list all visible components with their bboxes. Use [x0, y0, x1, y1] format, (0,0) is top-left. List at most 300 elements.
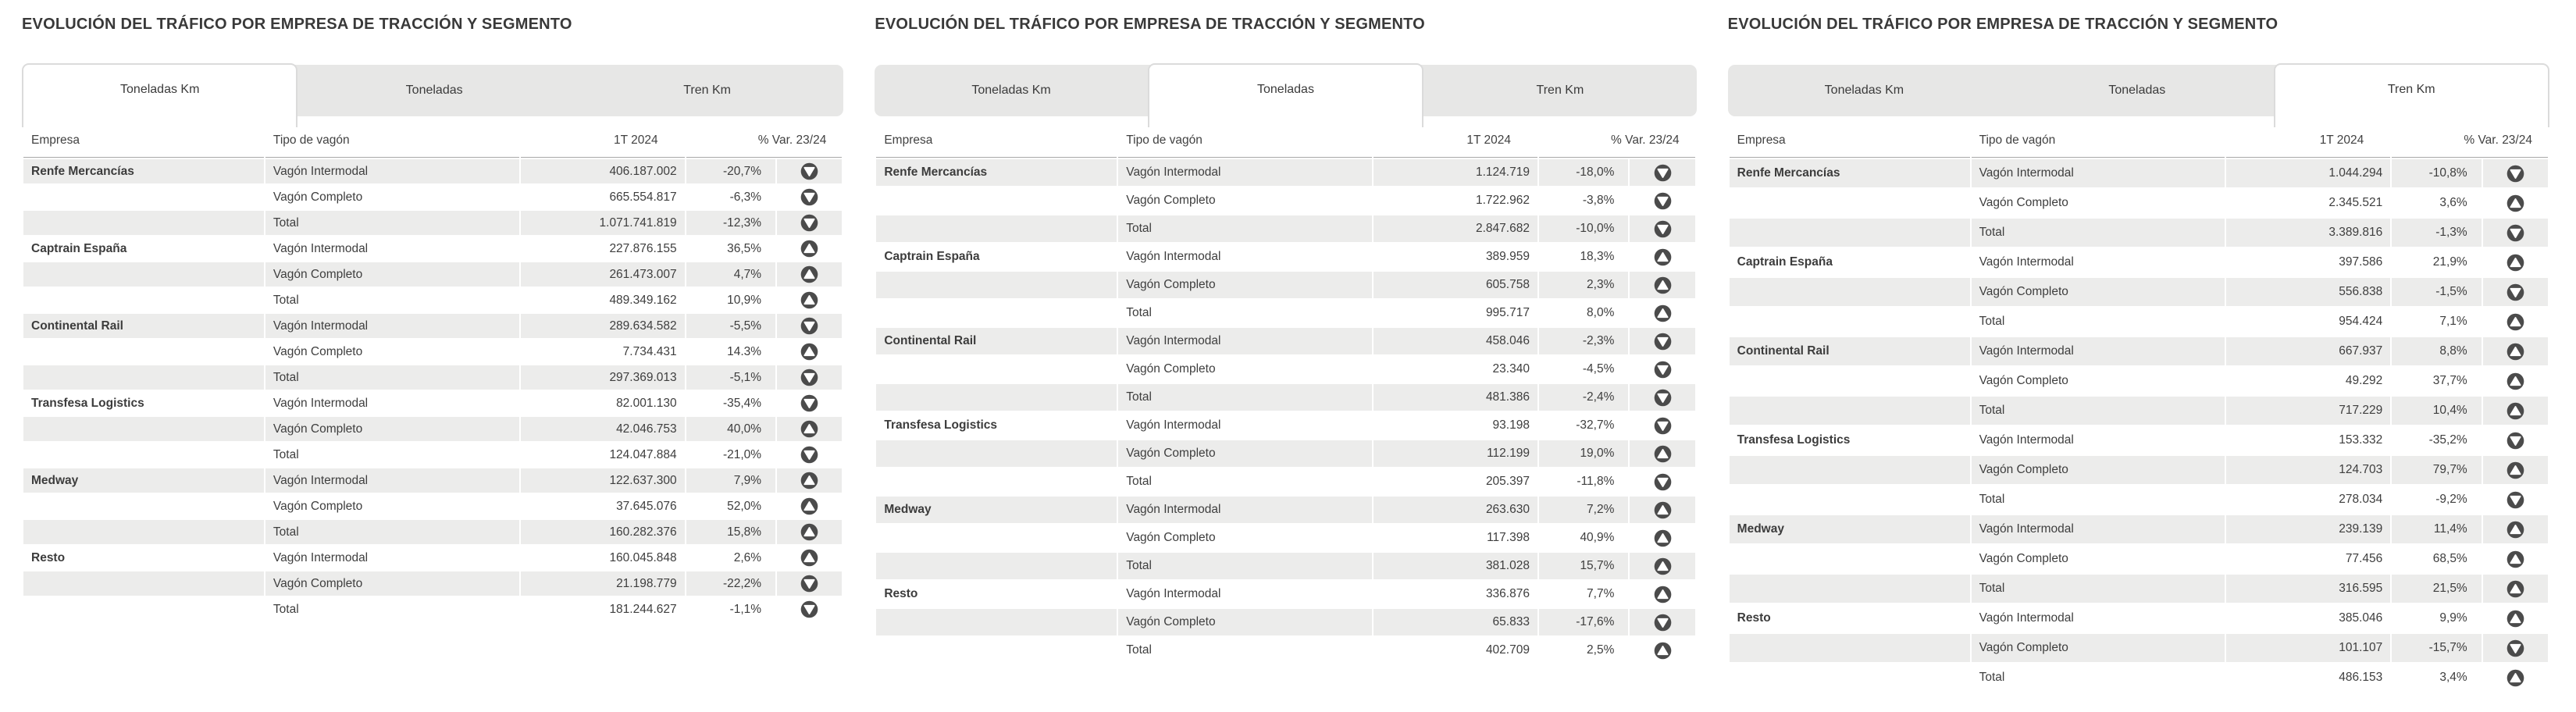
variation-percent: -21,0%	[722, 447, 762, 461]
table-row	[1730, 575, 2548, 603]
variation-percent: 19,0%	[1539, 440, 1628, 467]
wagon-type: Vagón Intermodal	[1979, 255, 2074, 269]
company-name	[1730, 486, 1970, 514]
company-name: Medway	[1730, 515, 1970, 543]
trend-down-icon	[777, 159, 842, 183]
company-name	[876, 272, 1117, 298]
col-header-tipo-de-vagon: Tipo de vagón	[1972, 129, 2225, 158]
trend-down-icon	[2483, 634, 2548, 662]
variation-percent: -35,4%	[722, 396, 762, 410]
table-row	[1730, 426, 2548, 454]
company-name	[23, 288, 264, 312]
trend-down-icon	[777, 597, 842, 621]
company-name	[876, 356, 1117, 383]
trend-down-icon	[1630, 384, 1694, 411]
traffic-value: 263.630	[1374, 497, 1537, 523]
company-name	[1730, 278, 1970, 306]
traffic-value: 2.345.521	[2328, 196, 2383, 209]
company-name	[1730, 456, 1970, 484]
traffic-value: 489.349.162	[609, 293, 677, 307]
company-name: Resto	[884, 587, 918, 600]
company-name	[23, 365, 264, 390]
variation-percent: 4,7%	[686, 262, 775, 287]
col-header-tipo-de-vagon: Tipo de vagón	[1118, 129, 1372, 158]
table-row	[1730, 545, 2548, 573]
panel-title: EVOLUCIÓN DEL TRÁFICO POR EMPRESA DE TRACCIÓN Y SEGMENTO	[875, 16, 1425, 33]
table-row	[1730, 604, 2548, 632]
company-name: Transfesa Logistics	[31, 396, 144, 410]
trend-down-icon	[1630, 159, 1694, 186]
table-row	[23, 494, 842, 518]
trend-up-icon	[777, 468, 842, 493]
company-name	[23, 185, 264, 209]
traffic-value: 261.473.007	[521, 262, 685, 287]
wagon-type: Vagón Intermodal	[273, 241, 369, 255]
trend-up-icon	[777, 262, 842, 287]
trend-up-icon	[777, 417, 842, 441]
variation-percent: 10,9%	[727, 293, 762, 307]
trend-up-icon	[2483, 456, 2548, 484]
wagon-type: Vagón Completo	[1118, 609, 1372, 635]
variation-percent: 11,4%	[2392, 515, 2481, 543]
company-name	[1730, 367, 1970, 395]
wagon-type: Total	[1118, 215, 1372, 242]
tab-toneladas-km[interactable]: Toneladas Km	[22, 63, 298, 127]
trend-up-icon	[777, 546, 842, 570]
traffic-value: 117.398	[1487, 531, 1530, 544]
wagon-type: Vagón Completo	[1972, 278, 2225, 306]
tab-toneladas-km[interactable]: Toneladas Km	[1824, 84, 1904, 97]
table-row	[876, 272, 1694, 298]
traffic-value: 205.397	[1485, 475, 1530, 488]
trend-up-icon	[1630, 525, 1694, 551]
traffic-value: 153.332	[2339, 433, 2383, 447]
trend-up-icon	[777, 237, 842, 261]
traffic-value: 42.046.753	[521, 417, 685, 441]
company-name	[23, 211, 264, 235]
wagon-type: Vagón Intermodal	[1118, 328, 1372, 354]
variation-percent: -10,8%	[2392, 159, 2481, 187]
wagon-type: Vagón Completo	[265, 417, 519, 441]
company-name	[1730, 634, 1970, 662]
table-body	[23, 159, 842, 621]
trend-down-icon	[777, 185, 842, 209]
wagon-type: Vagón Intermodal	[1972, 337, 2225, 365]
variation-percent: 8,8%	[2392, 337, 2481, 365]
wagon-type: Vagón Intermodal	[1126, 418, 1221, 432]
tab-toneladas[interactable]: Toneladas	[1148, 63, 1423, 127]
panel-toneladas-km	[22, 9, 843, 693]
wagon-type: Vagón Intermodal	[1126, 250, 1221, 263]
company-name: Continental Rail	[1730, 337, 1970, 365]
traffic-value: 406.187.002	[521, 159, 685, 183]
variation-percent: -20,7%	[686, 159, 775, 183]
variation-percent: -17,6%	[1539, 609, 1628, 635]
table-row	[876, 412, 1694, 439]
table-row	[1730, 219, 2548, 247]
col-header-var-23-24: % Var. 23/24	[2392, 129, 2548, 158]
variation-percent: 2,5%	[1587, 643, 1615, 657]
company-name	[1730, 219, 1970, 247]
tab-tren-km[interactable]: Tren Km	[683, 84, 731, 97]
trend-up-icon	[777, 520, 842, 544]
company-name	[1730, 308, 1970, 336]
variation-percent: 36,5%	[727, 241, 762, 255]
company-name	[1730, 189, 1970, 217]
trend-up-icon	[777, 494, 842, 518]
table-row	[23, 262, 842, 287]
trend-down-icon	[2483, 159, 2548, 187]
variation-percent: 52,0%	[727, 499, 762, 513]
traffic-value: 1.071.741.819	[521, 211, 685, 235]
col-header-var-23-24: % Var. 23/24	[686, 129, 843, 158]
traffic-value: 486.153	[2339, 671, 2383, 684]
wagon-type: Vagón Completo	[1979, 552, 2068, 565]
trend-down-icon	[777, 571, 842, 596]
table-row	[23, 211, 842, 235]
traffic-value: 1.044.294	[2226, 159, 2390, 187]
traffic-value: 7.734.431	[622, 344, 677, 358]
company-name: Continental Rail	[23, 314, 264, 338]
wagon-type: Vagón Intermodal	[1972, 159, 2225, 187]
header-row	[1730, 129, 2548, 158]
traffic-value: 227.876.155	[609, 241, 677, 255]
variation-percent: 2,3%	[1539, 272, 1628, 298]
company-name: Renfe Mercancías	[1730, 159, 1970, 187]
wagon-type: Total	[265, 520, 519, 544]
variation-percent: 37,7%	[2432, 374, 2467, 387]
traffic-value: 289.634.582	[521, 314, 685, 338]
table-row	[23, 571, 842, 596]
variation-percent: -5,1%	[686, 365, 775, 390]
tab-toneladas[interactable]: Toneladas	[405, 84, 463, 97]
traffic-value: 2.847.682	[1374, 215, 1537, 242]
table-header	[23, 129, 842, 158]
table-row	[1730, 159, 2548, 187]
traffic-value: 124.703	[2226, 456, 2390, 484]
variation-percent: -35,2%	[2428, 433, 2467, 447]
variation-percent: 7,2%	[1539, 497, 1628, 523]
wagon-type: Total	[1972, 397, 2225, 425]
company-name	[23, 494, 264, 518]
table-row	[23, 340, 842, 364]
wagon-type: Vagón Completo	[1979, 196, 2068, 209]
wagon-type: Total	[1118, 553, 1372, 579]
wagon-type: Vagón Intermodal	[1979, 433, 2074, 447]
traffic-value: 160.045.848	[609, 550, 677, 564]
company-name	[1730, 664, 1970, 692]
wagon-type: Total	[273, 447, 299, 461]
tab-tren-km[interactable]: Tren Km	[1536, 84, 1584, 97]
wagon-type: Total	[1979, 493, 2005, 506]
traffic-value: 667.937	[2226, 337, 2390, 365]
trend-up-icon	[2483, 604, 2548, 632]
variation-percent: 2,6%	[733, 550, 762, 564]
trend-down-icon	[2483, 219, 2548, 247]
table-row	[1730, 248, 2548, 276]
traffic-value: 1.722.962	[1476, 194, 1530, 207]
variation-percent: -1,3%	[2392, 219, 2481, 247]
wagon-type: Total	[1126, 306, 1152, 319]
company-name	[876, 525, 1117, 551]
trend-up-icon	[777, 288, 842, 312]
variation-percent: -4,5%	[1582, 362, 1615, 376]
company-name: Medway	[876, 497, 1117, 523]
traffic-value: 37.645.076	[616, 499, 677, 513]
traffic-value: 385.046	[2339, 611, 2383, 625]
company-name: Medway	[23, 468, 264, 493]
wagon-type: Vagón Completo	[1979, 374, 2068, 387]
wagon-type: Total	[1979, 315, 2005, 328]
table-row	[876, 553, 1694, 579]
table-row	[1730, 278, 2548, 306]
traffic-value: 160.282.376	[521, 520, 685, 544]
tab-tren-km[interactable]: Tren Km	[2274, 63, 2549, 127]
wagon-type: Vagón Intermodal	[273, 550, 369, 564]
table-row	[876, 356, 1694, 383]
trend-down-icon	[2483, 278, 2548, 306]
wagon-type: Vagón Intermodal	[265, 159, 519, 183]
company-name	[23, 520, 264, 544]
company-name	[876, 609, 1117, 635]
company-name	[876, 440, 1117, 467]
table-row	[23, 185, 842, 209]
variation-percent: -1,1%	[729, 602, 762, 616]
table-row	[23, 391, 842, 415]
table-row	[23, 237, 842, 261]
wagon-type: Vagón Intermodal	[273, 396, 369, 410]
wagon-type: Total	[1126, 643, 1152, 657]
variation-percent: 18,3%	[1580, 250, 1615, 263]
company-name	[23, 443, 264, 467]
variation-percent: 9,9%	[2439, 611, 2467, 625]
variation-percent: 3,4%	[2439, 671, 2467, 684]
variation-percent: 40,9%	[1580, 531, 1615, 544]
table-row	[23, 365, 842, 390]
wagon-type: Total	[1972, 575, 2225, 603]
trend-down-icon	[777, 211, 842, 235]
trend-down-icon	[1630, 215, 1694, 242]
table-row	[23, 520, 842, 544]
table-row	[1730, 664, 2548, 692]
trend-up-icon	[1630, 244, 1694, 270]
wagon-type: Vagón Intermodal	[1126, 587, 1221, 600]
company-name: Captrain España	[1737, 255, 1833, 269]
traffic-value: 278.034	[2339, 493, 2383, 506]
traffic-value: 397.586	[2339, 255, 2383, 269]
traffic-value: 23.340	[1492, 362, 1530, 376]
table-row	[1730, 308, 2548, 336]
wagon-type: Vagón Completo	[1118, 440, 1372, 467]
table-header	[1730, 129, 2548, 158]
wagon-type: Vagón Intermodal	[1979, 611, 2074, 625]
variation-percent: -2,4%	[1539, 384, 1628, 411]
traffic-value: 389.959	[1485, 250, 1530, 263]
wagon-type: Vagón Completo	[265, 571, 519, 596]
table-row	[876, 440, 1694, 467]
trend-up-icon	[2483, 575, 2548, 603]
table-row	[1730, 456, 2548, 484]
table-row	[876, 244, 1694, 270]
table-row	[1730, 337, 2548, 365]
traffic-value: 297.369.013	[521, 365, 685, 390]
table-row	[876, 384, 1694, 411]
wagon-type: Vagón Completo	[273, 190, 363, 204]
variation-percent: 8,0%	[1587, 306, 1615, 319]
variation-percent: 15,8%	[686, 520, 775, 544]
traffic-value: 556.838	[2226, 278, 2390, 306]
table-row	[1730, 397, 2548, 425]
table-body	[1730, 159, 2548, 692]
table-row	[876, 581, 1694, 607]
traffic-value: 605.758	[1374, 272, 1537, 298]
variation-percent: -2,3%	[1539, 328, 1628, 354]
col-header-1t-2024: 1T 2024	[1374, 129, 1537, 158]
tab-bar	[22, 65, 843, 116]
table-row	[23, 468, 842, 493]
col-header-var-23-24: % Var. 23/24	[1539, 129, 1695, 158]
traffic-value: 21.198.779	[521, 571, 685, 596]
traffic-value: 122.637.300	[521, 468, 685, 493]
company-name	[876, 300, 1117, 326]
header-row	[23, 129, 842, 158]
company-name	[1730, 397, 1970, 425]
company-name	[876, 553, 1117, 579]
wagon-type: Vagón Intermodal	[265, 314, 519, 338]
col-header-tipo-de-vagon: Tipo de vagón	[265, 129, 519, 158]
tab-bar	[1728, 65, 2549, 116]
traffic-value: 954.424	[2339, 315, 2383, 328]
traffic-value: 101.107	[2226, 634, 2390, 662]
table-row	[1730, 486, 2548, 514]
company-name: Transfesa Logistics	[884, 418, 998, 432]
wagon-type: Total	[265, 365, 519, 390]
company-name	[23, 340, 264, 364]
trend-up-icon	[1630, 272, 1694, 298]
table-row	[1730, 515, 2548, 543]
company-name: Renfe Mercancías	[23, 159, 264, 183]
traffic-value: 49.292	[2345, 374, 2383, 387]
table-row	[1730, 367, 2548, 395]
trend-down-icon	[1630, 609, 1694, 635]
panel-title: EVOLUCIÓN DEL TRÁFICO POR EMPRESA DE TRACCIÓN Y SEGMENTO	[22, 16, 572, 33]
trend-down-icon	[777, 443, 842, 467]
table-row	[876, 609, 1694, 635]
trend-up-icon	[1630, 581, 1694, 607]
company-name	[23, 417, 264, 441]
table-row	[23, 314, 842, 338]
wagon-type: Vagón Completo	[273, 499, 363, 513]
traffic-value: 112.199	[1374, 440, 1537, 467]
wagon-type: Total	[273, 293, 299, 307]
variation-percent: 21,9%	[2432, 255, 2467, 269]
wagon-type: Vagón Completo	[1118, 272, 1372, 298]
variation-percent: 40,0%	[686, 417, 775, 441]
trend-down-icon	[1630, 328, 1694, 354]
variation-percent: 7,1%	[2439, 315, 2467, 328]
table-header	[876, 129, 1694, 158]
trend-down-icon	[777, 314, 842, 338]
traffic-table	[875, 127, 1696, 665]
variation-percent: -1,5%	[2392, 278, 2481, 306]
traffic-table	[22, 127, 843, 623]
company-name	[1730, 545, 1970, 573]
table-row	[23, 417, 842, 441]
traffic-value: 316.595	[2226, 575, 2390, 603]
variation-percent: 15,7%	[1539, 553, 1628, 579]
col-header-1t-2024: 1T 2024	[2226, 129, 2390, 158]
variation-percent: -6,3%	[729, 190, 762, 204]
table-row	[876, 525, 1694, 551]
variation-percent: -18,0%	[1539, 159, 1628, 186]
company-name: Captrain España	[884, 250, 980, 263]
trend-down-icon	[1630, 468, 1694, 495]
company-name	[876, 187, 1117, 214]
company-name	[876, 215, 1117, 242]
table-row	[23, 443, 842, 467]
variation-percent: -22,2%	[686, 571, 775, 596]
variation-percent: 79,7%	[2392, 456, 2481, 484]
variation-percent: 7,9%	[686, 468, 775, 493]
tab-bar	[875, 65, 1696, 116]
table-row	[1730, 634, 2548, 662]
traffic-table	[1728, 127, 2549, 693]
wagon-type: Vagón Completo	[1972, 634, 2225, 662]
table-row	[23, 288, 842, 312]
trend-up-icon	[2483, 545, 2548, 573]
panel-title: EVOLUCIÓN DEL TRÁFICO POR EMPRESA DE TRACCIÓN Y SEGMENTO	[1727, 16, 2278, 33]
table-row	[876, 215, 1694, 242]
wagon-type: Vagón Intermodal	[265, 468, 519, 493]
company-name	[23, 571, 264, 596]
trend-up-icon	[2483, 308, 2548, 336]
variation-percent: -10,0%	[1539, 215, 1628, 242]
tab-toneladas-km[interactable]: Toneladas Km	[971, 84, 1051, 97]
trend-up-icon	[2483, 664, 2548, 692]
wagon-type: Vagón Completo	[265, 262, 519, 287]
trend-down-icon	[1630, 412, 1694, 439]
wagon-type: Vagón Completo	[1126, 362, 1216, 376]
traffic-value: 181.244.627	[609, 602, 677, 616]
traffic-value: 1.124.719	[1374, 159, 1537, 186]
variation-percent: -12,3%	[686, 211, 775, 235]
company-name	[23, 262, 264, 287]
wagon-type: Vagón Intermodal	[1118, 159, 1372, 186]
trend-down-icon	[777, 391, 842, 415]
trend-up-icon	[2483, 189, 2548, 217]
col-header-empresa: Empresa	[1730, 129, 1970, 158]
company-name: Resto	[31, 550, 66, 564]
traffic-value: 665.554.817	[609, 190, 677, 204]
panel-toneladas	[875, 9, 1696, 693]
tab-toneladas[interactable]: Toneladas	[2108, 84, 2166, 97]
traffic-value: 65.833	[1374, 609, 1537, 635]
variation-percent: -9,2%	[2435, 493, 2467, 506]
traffic-value: 381.028	[1374, 553, 1537, 579]
table-row	[876, 187, 1694, 214]
traffic-value: 93.198	[1492, 418, 1530, 432]
trend-up-icon	[2483, 248, 2548, 276]
company-name: Renfe Mercancías	[876, 159, 1117, 186]
company-name	[1730, 575, 1970, 603]
trend-up-icon	[2483, 397, 2548, 425]
trend-down-icon	[2483, 486, 2548, 514]
company-name	[23, 597, 264, 621]
table-row	[876, 497, 1694, 523]
trend-up-icon	[1630, 300, 1694, 326]
trend-down-icon	[2483, 426, 2548, 454]
traffic-value: 336.876	[1485, 587, 1530, 600]
